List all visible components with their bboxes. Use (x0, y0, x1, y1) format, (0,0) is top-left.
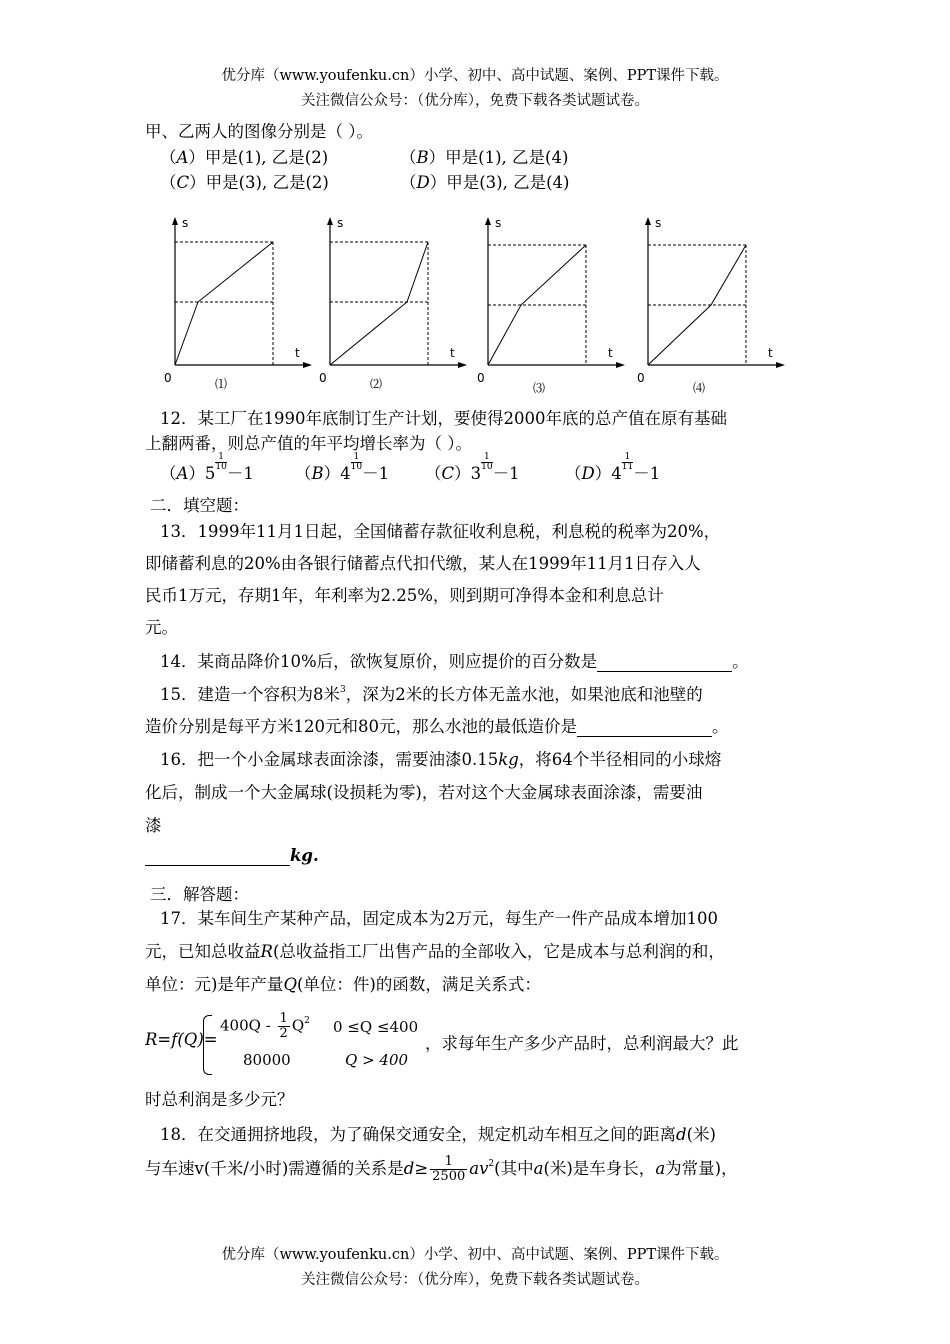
q15-blank[interactable] (577, 717, 712, 737)
svg-text:0: 0 (319, 371, 327, 385)
graph-2 (315, 215, 490, 400)
q12-option-a: （A）5 $\frac{1}{10}$ －1 (160, 452, 254, 483)
footer-line-2: 关注微信公众号：（优分库），免费下载各类试题试卷。 (301, 1272, 649, 1288)
axis-t-label: t (295, 346, 300, 360)
header-line-2: 关注微信公众号：（优分库），免费下载各类试题试卷。 (301, 93, 649, 109)
svg-text:s: s (337, 216, 344, 230)
header-line-1: 优分库（www.youfenku.cn）小学、初中、高中试题、案例、PPT课件下载。 (221, 68, 729, 84)
q16-line-3: 漆 (145, 816, 162, 835)
axis-s-label: s (182, 216, 189, 230)
q11-option-b: （B）甲是(1), 乙是(4) (400, 148, 569, 167)
q13-line-3: 民币1万元，存期1年，年利率为2.25%，则到期可净得本金和利息总计 (145, 586, 664, 605)
svg-text:t: t (608, 346, 613, 360)
q12-line-2: 上翻两番，则总产值的年平均增长率为（ ）。 (145, 434, 472, 453)
q16-line-2: 化后，制成一个大金属球(设损耗为零)，若对这个大金属球表面涂漆，需要油 (145, 783, 703, 802)
q16-answer: kg. (145, 846, 319, 866)
q15-line-2: 造价分别是每平方米120元和80元，那么水池的最低造价是 。 (145, 717, 729, 736)
q16-blank[interactable] (145, 846, 290, 866)
q12-option-c: （C）3 $\frac{1}{10}$ －1 (425, 452, 520, 483)
svg-text:0: 0 (477, 371, 485, 385)
q12-option-d: （D）4 $\frac{1}{11}$ －1 (565, 452, 661, 483)
q17-case-1: 400Q - $\frac{1}{2}$ $Q^2$ (220, 1011, 310, 1041)
q13-line-2: 即储蓄利息的20%由各银行储蓄点代扣代缴，某人在1999年11月1日存入人 (145, 554, 701, 573)
q12-option-b: （B）4 $\frac{1}{10}$ －1 (295, 452, 390, 483)
q16-line-1: 16．把一个小金属球表面涂漆，需要油漆0.15kg，将64个半径相同的小球熔 (160, 750, 722, 769)
footer-line-1: 优分库（www.youfenku.cn）小学、初中、高中试题、案例、PPT课件下载。 (221, 1247, 729, 1263)
q11-option-d: （D）甲是(3), 乙是(4) (400, 173, 570, 192)
graph-4 (633, 215, 808, 400)
q13-line-4: 元。 (145, 618, 178, 637)
graph-4-label: ⑷ (693, 381, 706, 395)
q14-blank[interactable] (597, 652, 732, 672)
svg-text:0: 0 (637, 371, 645, 385)
svg-text:t: t (450, 346, 455, 360)
graph-3 (473, 215, 648, 400)
svg-text:s: s (495, 216, 502, 230)
q13-line-1: 13．1999年11月1日起，全国储蓄存款征收利息税，利息税的税率为20%， (160, 522, 721, 541)
q17-case-1-condition: 0 ≤Q ≤400 (333, 1018, 419, 1036)
origin-label: 0 (164, 371, 172, 385)
section-2-title: 二．填空题： (150, 496, 249, 515)
q14-text: 14．某商品降价10%后，欲恢复原价，则应提价的百分数是 。 (160, 652, 749, 671)
q11-option-c: （C）甲是(3), 乙是(2) (160, 173, 329, 192)
piecewise-brace (203, 1015, 212, 1075)
q11-option-a: （A）甲是(1), 乙是(2) (160, 148, 329, 167)
q17-case-2-condition: Q > 400 (345, 1051, 409, 1069)
graph-1-label: ⑴ (215, 377, 228, 391)
q17-line-3: 单位：元)是年产量Q(单位：件)的函数，满足关系式： (145, 975, 541, 994)
svg-text:s: s (655, 216, 662, 230)
q17-case-2-value: 80000 (243, 1051, 291, 1069)
q11-stem: 甲、乙两人的图像分别是（ ）。 (145, 122, 373, 141)
q18-line-2: 与车速v(千米/小时)需遵循的关系是d≥ $\frac{1}{2500}$ $av^2$(其中a(米)是车身长，a为常量)， (145, 1154, 738, 1184)
graph-3-label: ⑶ (533, 381, 546, 395)
q17-line-2: 元，已知总收益R(总收益指工厂出售产品的全部收入，它是成本与总利润的和， (145, 942, 725, 961)
q12-line-1: 12．某工厂在1990年底制订生产计划，要使得2000年底的总产值在原有基础 (160, 409, 727, 428)
q18-line-1: 18．在交通拥挤地段，为了确保交通安全，规定机动车相互之间的距离d(米) (160, 1125, 716, 1144)
q17-question: ，求每年生产多少产品时，总利润最大？此 (425, 1034, 739, 1053)
q15-line-1: 15．建造一个容积为8米$^3$，深为2米的长方体无盖水池，如果池底和池壁的 (160, 685, 703, 704)
section-3-title: 三．解答题： (150, 885, 249, 904)
q17-formula-lhs: R=f(Q)= (145, 1030, 218, 1049)
svg-text:t: t (768, 346, 773, 360)
q17-line-5: 时总利润是多少元？ (145, 1090, 294, 1109)
graph-1 (160, 215, 335, 400)
graph-2-label: ⑵ (370, 377, 383, 391)
q17-line-1: 17．某车间生产某种产品，固定成本为2万元，每生产一件产品成本增加100 (160, 909, 718, 928)
